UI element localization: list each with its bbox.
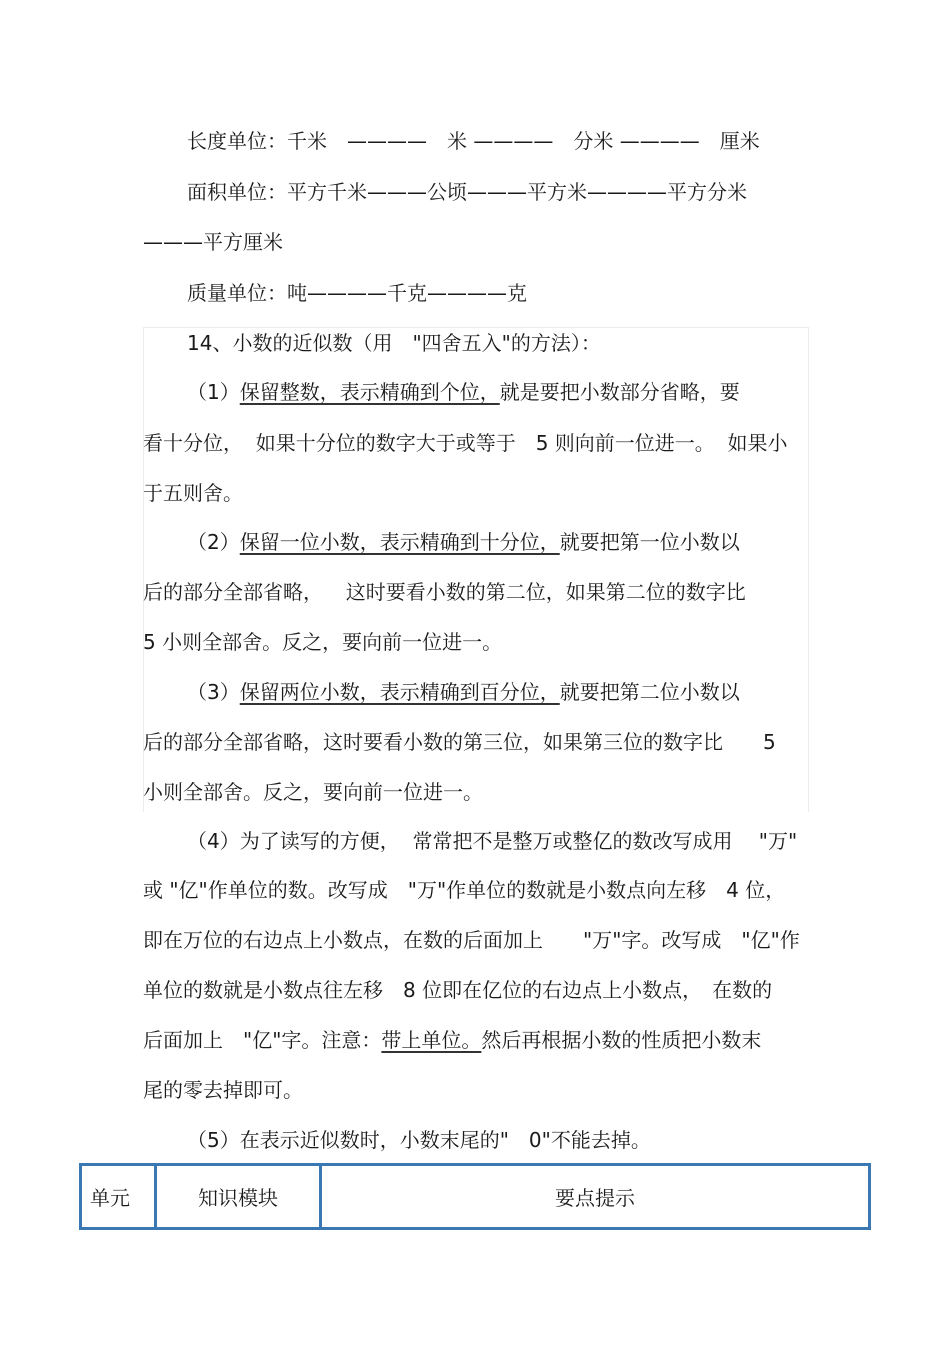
item1-prefix: （1） bbox=[187, 380, 240, 404]
item4-line1: （4）为了读写的方便， 常常把不是整万或整亿的数改写成用 "万" bbox=[187, 829, 798, 853]
item2-underlined: 保留一位小数，表示精确到十分位， bbox=[239, 530, 560, 554]
item3-line1 bbox=[187, 679, 740, 705]
header-key-points: 要点提示 bbox=[321, 1165, 870, 1229]
item3-line3: 小则全部舍。反之，要向前一位进一。 bbox=[143, 780, 483, 804]
section-14-title: 14、小数的近似数（用 "四舍五入"的方法）： bbox=[187, 331, 601, 355]
item2-line1 bbox=[187, 529, 740, 555]
item4-line4: 单位的数就是小数点往左移 8 位即在亿位的右边点上小数点， 在数的 bbox=[143, 978, 773, 1002]
item1-line2: 看十分位， 如果十分位的数字大于或等于 5 则向前一位进一。 如果小 bbox=[143, 431, 788, 455]
item3-prefix: （3） bbox=[187, 680, 240, 704]
item1-rest: 就是要把小数部分省略，要 bbox=[499, 380, 740, 404]
item1-line1 bbox=[187, 379, 740, 405]
item4-line2: 或 "亿"作单位的数。改写成 "万"作单位的数就是小数点向左移 4 位， bbox=[143, 878, 786, 902]
item1-underlined: 保留整数，表示精确到个位， bbox=[239, 380, 500, 404]
item4-line5-end: 然后再根据小数的性质把小数末 bbox=[481, 1028, 762, 1052]
item2-rest: 就要把第一位小数以 bbox=[559, 530, 740, 554]
area-units-line1: 面积单位：平方千米———公顷———平方米————平方分米 bbox=[187, 180, 747, 204]
mass-units: 质量单位：吨————千克————克 bbox=[187, 281, 527, 305]
item4-line3: 即在万位的右边点上小数点，在数的后面加上 "万"字。改写成 "亿"作 bbox=[143, 928, 800, 952]
item5: （5）在表示近似数时，小数末尾的" 0"不能去掉。 bbox=[187, 1128, 651, 1152]
item3-underlined: 保留两位小数，表示精确到百分位， bbox=[239, 680, 560, 704]
item3-rest: 就要把第二位小数以 bbox=[559, 680, 740, 704]
header-unit: 单元 bbox=[81, 1165, 156, 1229]
item2-line3: 5 小则全部舍。反之，要向前一位进一。 bbox=[143, 630, 503, 654]
area-units-line2: ———平方厘米 bbox=[143, 230, 283, 254]
item4-line5-start: 后面加上 "亿"字。注意： bbox=[143, 1028, 382, 1052]
item2-prefix: （2） bbox=[187, 530, 240, 554]
table-header-row bbox=[81, 1165, 870, 1229]
item2-line2: 后的部分全部省略， 这时要看小数的第二位，如果第二位的数字比 bbox=[143, 580, 746, 604]
item4-line5 bbox=[143, 1027, 761, 1053]
item1-line3: 于五则舍。 bbox=[143, 481, 243, 505]
item3-line2: 后的部分全部省略，这时要看小数的第三位，如果第三位的数字比 5 bbox=[143, 730, 776, 754]
knowledge-table bbox=[79, 1163, 871, 1230]
item4-line6: 尾的零去掉即可。 bbox=[143, 1078, 303, 1102]
item4-underlined: 带上单位。 bbox=[381, 1028, 482, 1052]
length-units: 长度单位：千米 ———— 米 ———— 分米 ———— 厘米 bbox=[187, 129, 760, 153]
header-module: 知识模块 bbox=[156, 1165, 321, 1229]
